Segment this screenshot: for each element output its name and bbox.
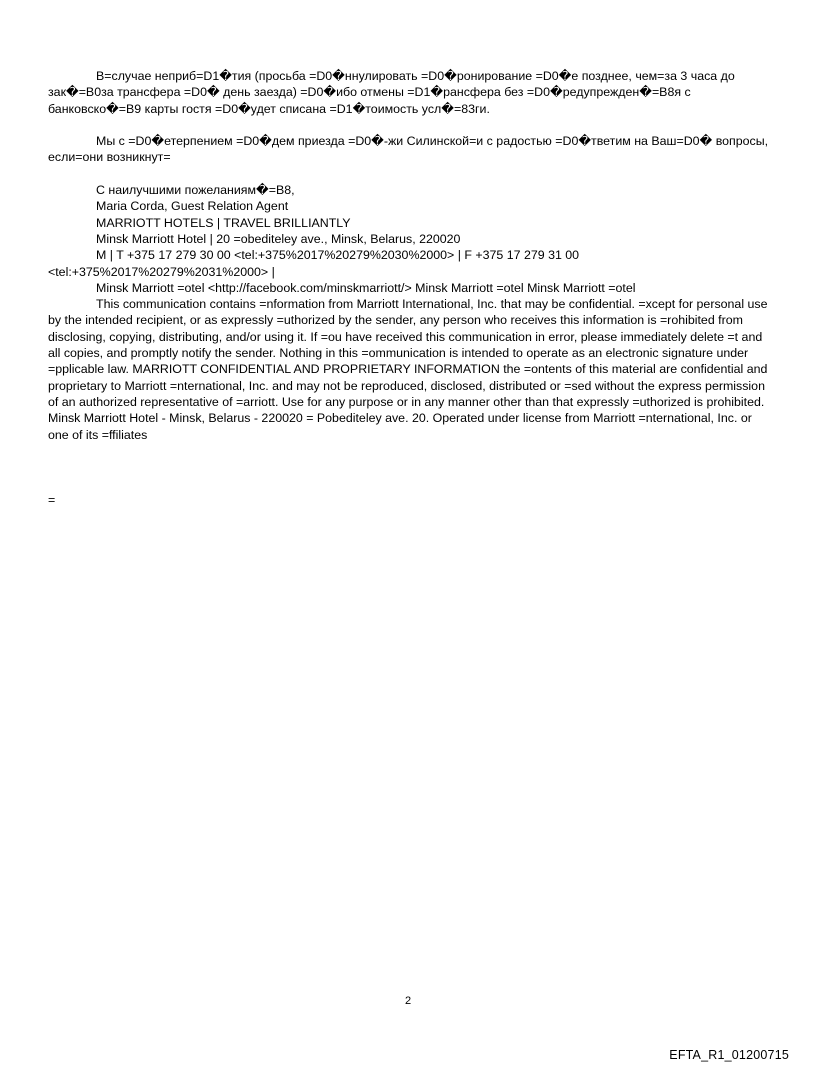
spacer [48, 443, 770, 459]
signature-phone: M | T +375 17 279 30 00 <tel:+375%2017%20279%2030%2000> | F +375 17 279 31 00 [96, 248, 580, 263]
signature-phone-continued: <tel:+375%2017%20279%2031%2000> | [48, 264, 275, 279]
signature-brand: MARRIOTT HOTELS | TRAVEL BRILLIANTLY [96, 215, 351, 230]
signature-address: Minsk Marriott Hotel | 20 =obediteley ave., Minsk, Belarus, 220020 [96, 231, 461, 246]
cancellation-paragraph: В=случае неприб=D1�тия (просьба =D0�ннулировать =D0�ронирование =D0�е позднее, чем=за 3 часа до зак�=B0за трансфера =D0� день заезда) =D0�ибо отмены =D1�рансфера без =D0�редупрежден�=B8я с банковско�=B9 карты гостя =D0�удет списана =D1�тоимость усл�=83ги. [48, 69, 735, 116]
spacer [48, 166, 770, 182]
spacer [48, 117, 770, 133]
signature-closing: С наилучшими пожеланиям�=B8, [96, 183, 295, 198]
trailing-equals: = [48, 492, 56, 507]
page-number: 2 [404, 995, 412, 1007]
confidentiality-disclaimer: This communication contains =nformation from Marriott International, Inc. that may be confidential. =xcept for personal use by the intended recipient, or as expressly =uthorized by the sender, any person who receives this information is =rohibited from disclosing, copying, distributing, and/or using it. If =ou have received this communication in error, please immediately delete =t and all copies, and promptly notify the sender. Nothing in this =ommunication is intended to operate as an electronic signature under =pplicable law. MARRIOTT CONFIDENTIAL AND PROPRIETARY INFORMATION the =ontents of this material are confidential and proprietary to Marriott =nternational, Inc. and may not be reproduced, disclosed, distributed or =sed without the express permission of an authorized representative of =arriott. Use for any purpose or in any manner other than that expressly =uthorized is prohibited. Minsk Marriott Hotel - Minsk, Belarus - 220020 = Pobediteley ave. 20. Operated under license from Marriott =nternational, Inc. or one of its =ffiliates [48, 297, 768, 442]
bates-number: EFTA_R1_01200715 [669, 1048, 789, 1062]
signature-name: Maria Corda, Guest Relation Agent [96, 199, 289, 214]
spacer [48, 475, 770, 491]
signature-social-links: Minsk Marriott =otel <http://facebook.com/minskmarriott/> Minsk Marriott =otel Minsk Marriott =otel [96, 280, 636, 295]
spacer [48, 459, 770, 475]
welcome-paragraph: Мы с =D0�етерпением =D0�дем приезда =D0�-жи Силинской=и с радостью =D0�тветим на Ваш=D0� вопросы, если=они возникнут= [48, 134, 769, 165]
email-body [48, 68, 770, 508]
